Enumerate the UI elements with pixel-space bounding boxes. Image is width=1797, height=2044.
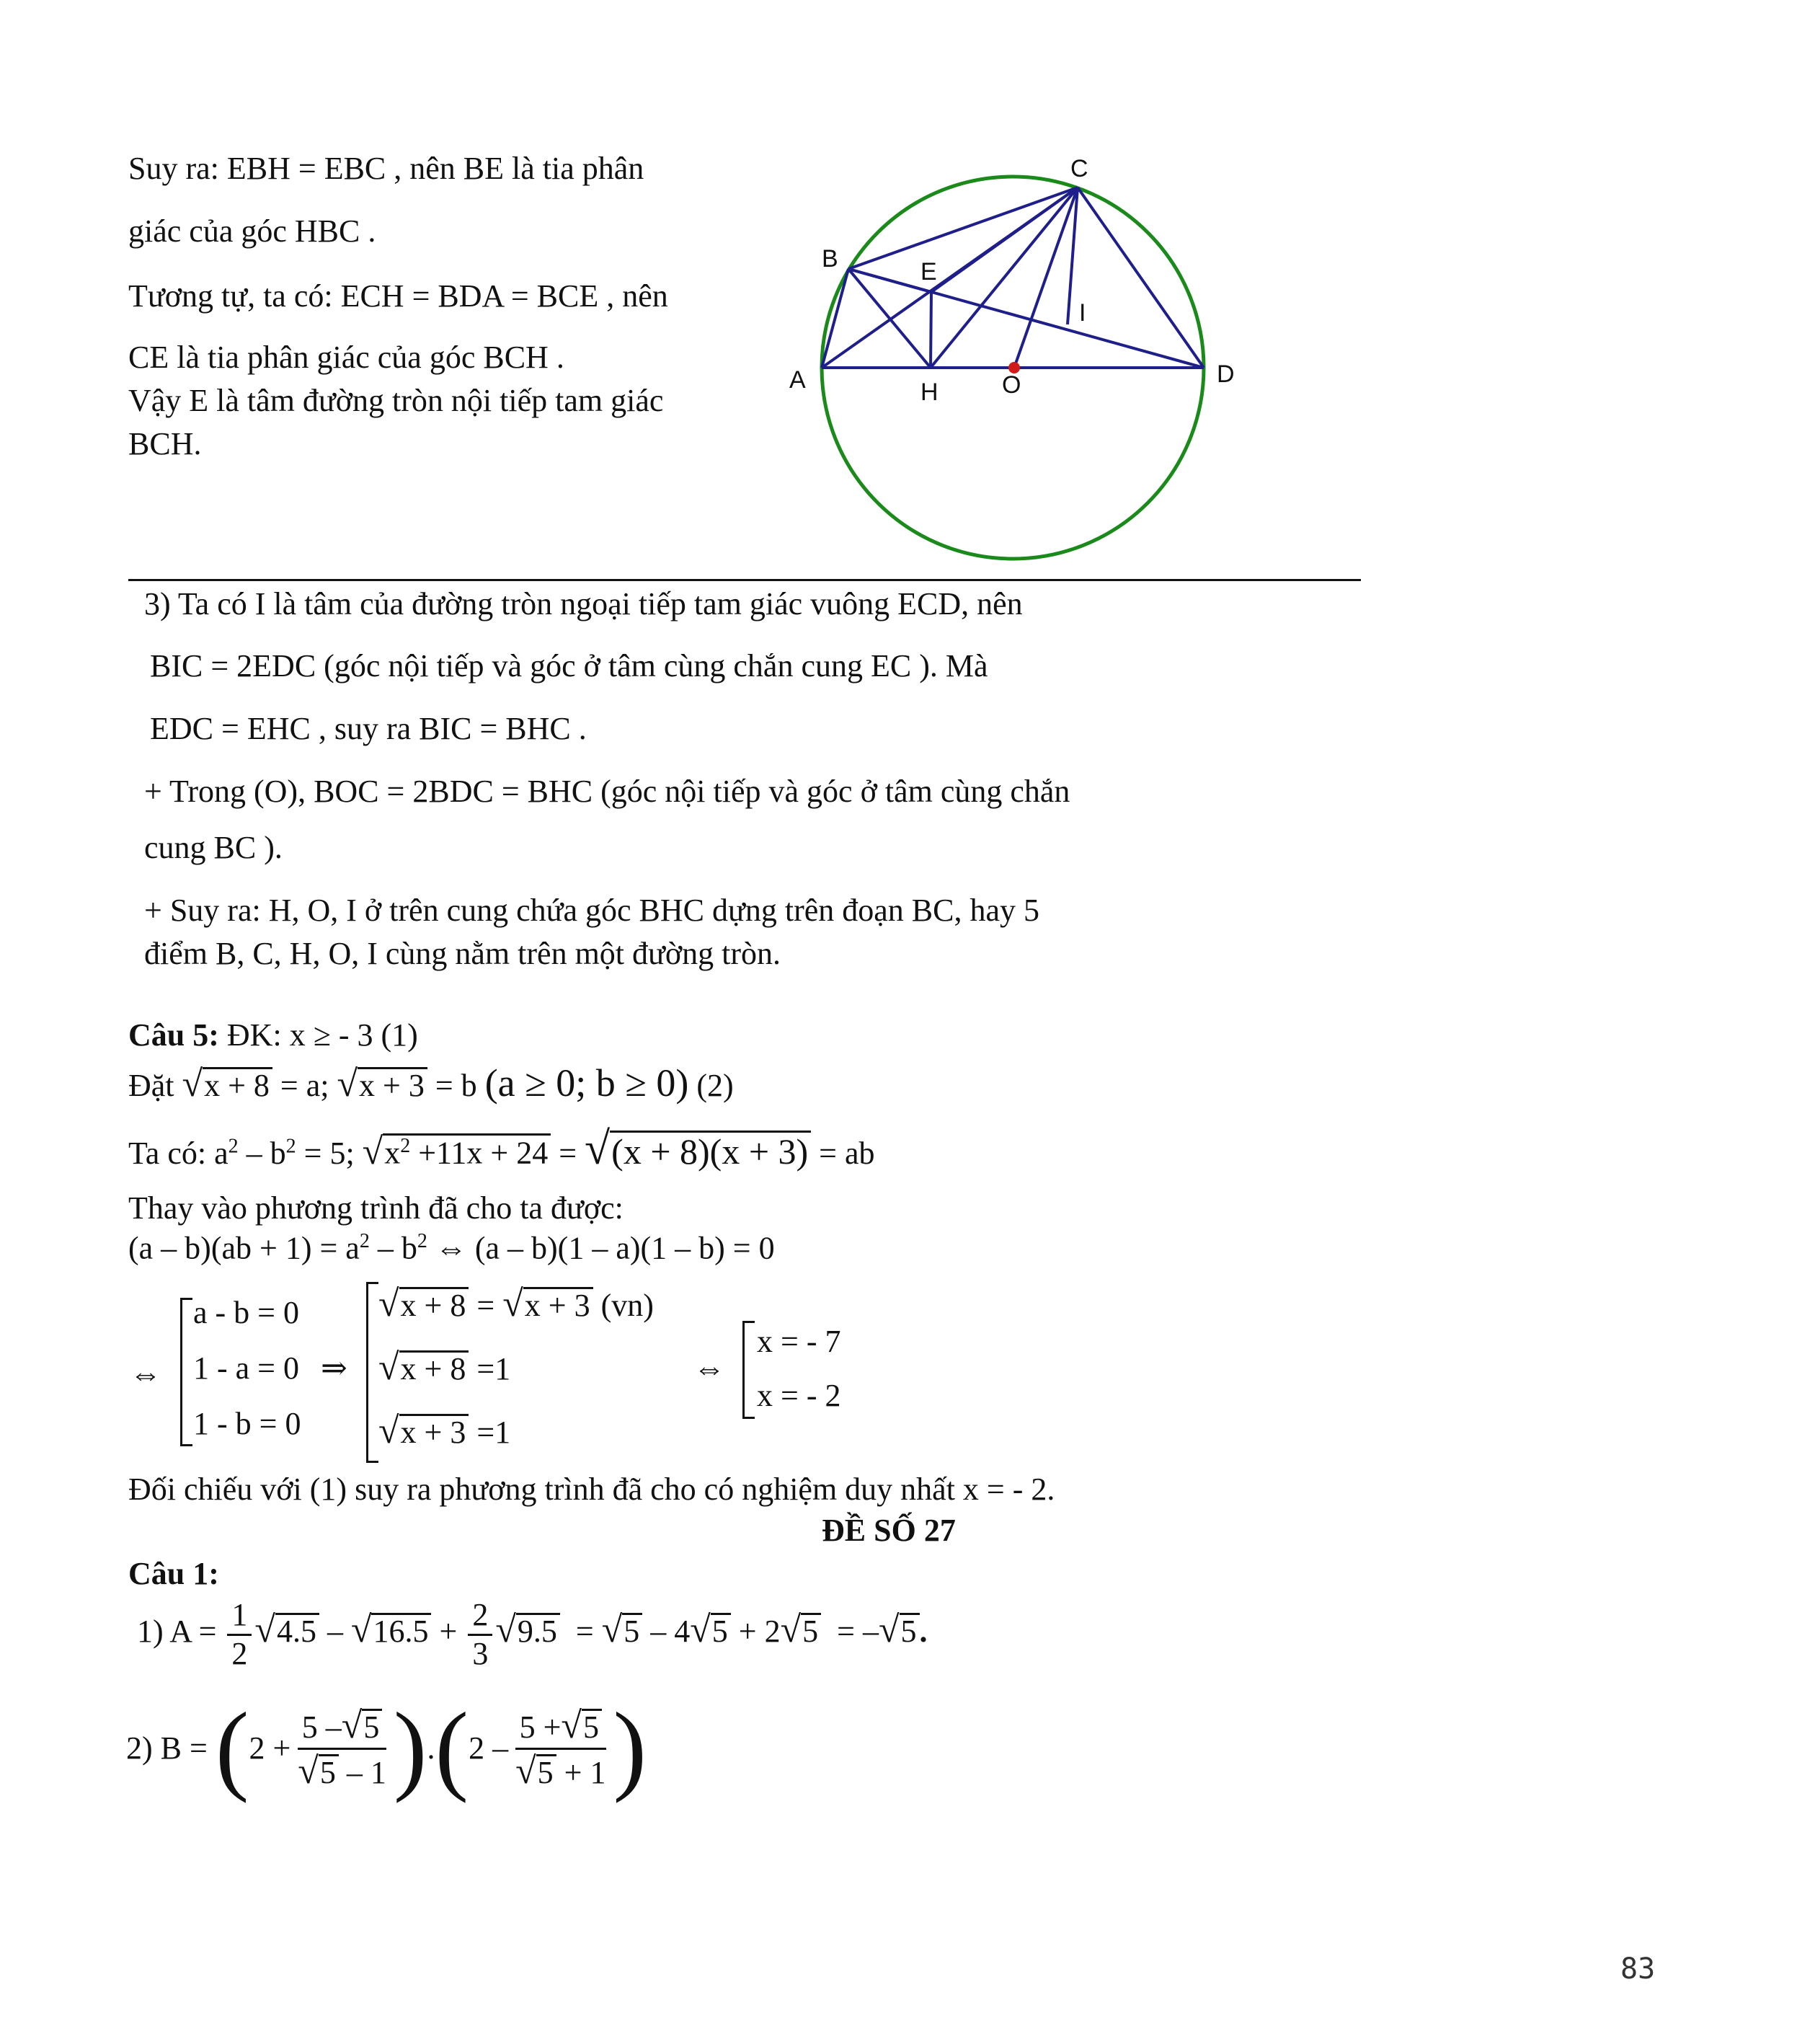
segment-bh	[848, 269, 931, 368]
text-line: Tương tự, ta có: ECH = BDA = BCE , nên	[128, 278, 668, 314]
radicand-part: x	[384, 1136, 401, 1171]
fraction	[511, 1704, 610, 1793]
radicand: (x + 8)(x + 3)	[610, 1131, 811, 1171]
taco-line: Ta có: $a^2 - b^2 = 5$; $√x^2 +11x + 24 = √(x + 8)(x + 3)$ = ab	[128, 1123, 875, 1174]
exponent: 2	[400, 1135, 411, 1158]
label-e: E	[920, 258, 937, 286]
exponent: 2	[285, 1135, 296, 1158]
bracket	[366, 1282, 378, 1463]
equation-text: = b	[435, 1068, 477, 1103]
equation-b: 2) B = ( 2 + $\frac{5 -√5}{√5 - 1}$ ) . ( 2 – $\frac{5 +√5}{√5 + 1}$ )	[126, 1692, 647, 1804]
numerator: 1	[227, 1597, 252, 1636]
equation-a: 1) A = $\frac{1}{2}$ √4.5 – √16.5 + $\frac{2}{3}$ √9.5 = √5 – 4√5 + 2√5 = –√5.	[137, 1597, 928, 1671]
label-d: D	[1217, 360, 1235, 388]
text-line: cung BC ).	[144, 830, 283, 865]
equation-text: = 5;	[296, 1136, 355, 1171]
equation-line	[128, 1229, 775, 1267]
system-row: a - b = 0	[193, 1295, 299, 1330]
fraction	[227, 1597, 252, 1672]
iff-symbol: ⇔	[693, 1350, 725, 1386]
equation-text: – b	[369, 1230, 417, 1266]
text-line: điểm B, C, H, O, I cùng nằm trên một đường tròn.	[144, 936, 781, 971]
text-line: BIC = 2EDC (góc nội tiếp và góc ở tâm cùng chắn cung EC ). Mà	[150, 648, 988, 683]
equation-text: =	[476, 1288, 495, 1323]
text-line: + Suy ra: H, O, I ở trên cung chứa góc BHC dựng trên đoạn BC, hay 5	[144, 893, 1040, 928]
radicand: x + 3	[523, 1287, 593, 1322]
radicand: 5	[536, 1754, 556, 1789]
exponent: 2	[417, 1230, 427, 1252]
text-line: giác của góc HBC .	[128, 213, 376, 249]
denominator: 2	[231, 1635, 248, 1671]
radicand: 5	[801, 1613, 821, 1648]
equation-text: + 2	[738, 1614, 781, 1650]
denominator-part: + 1	[556, 1754, 606, 1790]
segment-cd	[1078, 187, 1204, 368]
system-row: x = - 7	[757, 1324, 841, 1359]
system-row: √x + 3 =1	[378, 1410, 511, 1451]
radicand: 5	[362, 1709, 382, 1744]
equation-text: – b	[238, 1136, 286, 1171]
radicand: 5	[711, 1613, 731, 1648]
equation-text: –	[327, 1614, 343, 1650]
label-a: A	[789, 366, 806, 394]
radicand: 5	[582, 1709, 602, 1744]
numerator-part: 5 –	[301, 1709, 342, 1745]
equation-text: Ta có: a	[128, 1136, 228, 1171]
equation-ref: (2)	[696, 1068, 734, 1103]
geometry-figure	[782, 148, 1272, 566]
denominator: √5 – 1	[298, 1750, 386, 1792]
text-line: 3) Ta có I là tâm của đường tròn ngoại tiếp tam giác vuông ECD, nên	[144, 586, 1023, 621]
equation-text: 1) A =	[137, 1614, 217, 1650]
equation-text: .	[919, 1614, 928, 1650]
radicand: x + 8	[399, 1350, 469, 1386]
section-heading: ĐỀ SỐ 27	[822, 1513, 956, 1548]
equation-text: = a;	[280, 1068, 329, 1103]
label-o: O	[1002, 371, 1021, 399]
page-number: 83	[1620, 1952, 1656, 1986]
radicand: x + 3	[358, 1067, 427, 1102]
text-line: BCH.	[128, 426, 202, 461]
iff-symbol: ⇔	[130, 1356, 161, 1392]
dk-label: ĐK	[226, 1017, 273, 1053]
dat-label: Đặt	[128, 1068, 174, 1103]
question-title: Câu 1:	[128, 1556, 219, 1591]
radicand: x + 8	[399, 1287, 469, 1322]
radicand: x + 8	[203, 1067, 272, 1102]
text-line: EDC = EHC , suy ra BIC = BHC .	[150, 711, 587, 746]
radicand-part: +11x + 24	[410, 1136, 549, 1171]
figure-lines	[822, 187, 1204, 368]
exponent: 2	[359, 1230, 370, 1252]
implies-symbol: ⇒	[321, 1350, 347, 1386]
equation-text: =	[837, 1614, 855, 1650]
text-line: Vậy E là tâm đường tròn nội tiếp tam giác	[128, 383, 664, 418]
equation-text: =1	[476, 1415, 511, 1450]
separator-rule	[128, 579, 1361, 581]
denominator: √5 + 1	[515, 1750, 606, 1792]
condition: (a ≥ 0; b ≥ 0)	[484, 1061, 689, 1105]
equation-text: =	[575, 1614, 594, 1650]
radicand: 16.5	[371, 1613, 431, 1648]
dk-condition: : x ≥ - 3 (1)	[272, 1017, 418, 1053]
equation-text: ⇔ (a – b)(1 – a)(1 – b) = 0	[427, 1230, 775, 1266]
radicand: 9.5	[516, 1613, 560, 1648]
text-line: Thay vào phương trình đã cho ta được:	[128, 1190, 624, 1226]
numerator: 5 +√5	[515, 1704, 606, 1750]
system-row: √x + 8 =1	[378, 1347, 511, 1388]
text-line: + Trong (O), BOC = 2BDC = BHC (góc nội tiếp và góc ở tâm cùng chắn	[144, 774, 1070, 809]
label-h: H	[920, 379, 939, 406]
exponent: 2	[228, 1135, 239, 1158]
radicand: 5	[319, 1754, 339, 1789]
text-line: Suy ra: EBH = EBC , nên BE là tia phân	[128, 151, 644, 186]
system-row: x = - 2	[757, 1378, 841, 1413]
equation-text: =	[559, 1136, 577, 1171]
equation-text: (vn)	[600, 1288, 654, 1323]
equation-text: = ab	[819, 1136, 875, 1171]
system-row: √x + 8 = √x + 3 (vn)	[378, 1283, 654, 1324]
fraction	[293, 1704, 391, 1793]
label-b: B	[822, 245, 838, 273]
numerator: 5 –√5	[298, 1704, 387, 1750]
equation-text: – 4	[650, 1614, 691, 1650]
equation-text: 2) B =	[126, 1730, 208, 1766]
radicand: 5	[900, 1613, 920, 1648]
cau5-title: Câu 5:	[128, 1017, 219, 1053]
denominator-part: – 1	[338, 1754, 386, 1790]
equation-text: =1	[476, 1351, 511, 1386]
equation-text: 2 –	[469, 1730, 509, 1766]
bracket	[180, 1298, 192, 1446]
radicand: 5	[622, 1613, 642, 1648]
system-row: 1 - a = 0	[193, 1350, 299, 1386]
label-c: C	[1070, 155, 1088, 182]
numerator: 2	[468, 1597, 492, 1636]
equation-text: (a – b)(ab + 1) = a	[128, 1230, 360, 1266]
radicand: x + 3	[399, 1414, 469, 1449]
radicand	[383, 1133, 551, 1170]
segment-be	[848, 269, 931, 292]
equation-text: .	[427, 1730, 435, 1766]
text-line: Đối chiếu với (1) suy ra phương trình đã cho có nghiệm duy nhất x = - 2.	[128, 1472, 1055, 1507]
equation-text: +	[439, 1614, 458, 1650]
text-line: CE là tia phân giác của góc BCH .	[128, 340, 564, 375]
equation-text: 2 +	[249, 1730, 291, 1766]
system-row: 1 - b = 0	[193, 1406, 301, 1441]
bracket	[742, 1321, 755, 1419]
denominator: 3	[472, 1635, 489, 1671]
cau5-title-line	[128, 1017, 418, 1055]
equation-text: –	[862, 1614, 879, 1650]
segment-co	[1014, 187, 1078, 368]
substitution-line: Đặt √x + 8 = a; √x + 3 = b (a ≥ 0; b ≥ 0) (2)	[128, 1061, 734, 1105]
label-i: I	[1079, 299, 1086, 327]
radicand: 4.5	[275, 1613, 319, 1648]
numerator-part: 5 +	[519, 1709, 562, 1745]
fraction	[468, 1597, 492, 1672]
